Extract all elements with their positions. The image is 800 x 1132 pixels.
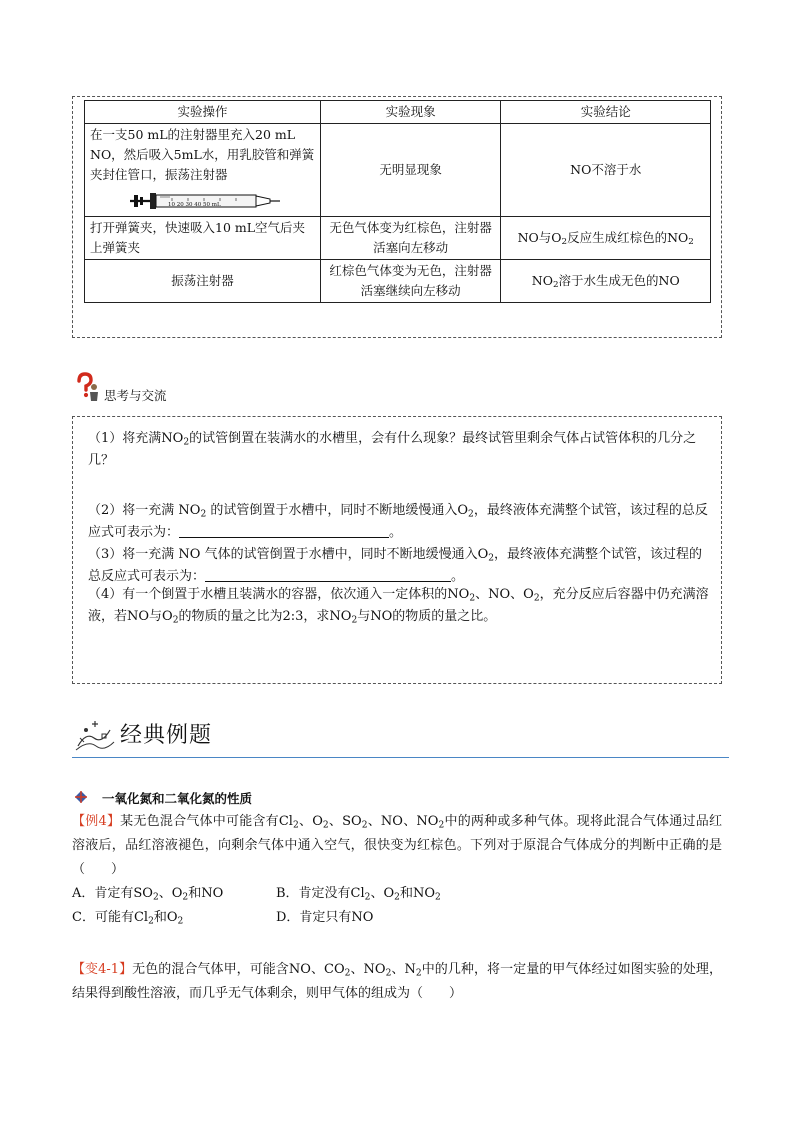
- row3-operation: 振荡注射器: [85, 260, 321, 303]
- example-4-body: 某无色混合气体中可能含有$Cl_2$、$O_2$、$SO_2$、NO、$NO_2$中的两种或多种气体。现将此混合气体通过品红溶液后，品红溶液褪色，向剩余气体中通入空气，很快变为红棕色。下列对于原混合气体成分的判断中正确的是（ ）: [72, 814, 722, 877]
- row2-operation: 打开弹簧夹，快速吸入10 mL空气后夹上弹簧夹: [85, 217, 321, 260]
- question-2: [88, 500, 710, 544]
- variant-4-1-tag: 【变4-1】: [72, 962, 133, 977]
- experiment-table: [84, 100, 711, 303]
- bullet-icon: [74, 790, 88, 804]
- topic-title: 一氧化氮和二氧化氮的性质: [102, 791, 253, 806]
- answer-blank-2[interactable]: [179, 523, 389, 538]
- row3-phenomenon: 红棕色气体变为无色，注射器活塞继续向左移动: [320, 260, 501, 303]
- section-decoration-icon: [72, 718, 116, 754]
- row1-operation: [85, 124, 321, 217]
- row2-conclusion: NO与$O_2$反应生成红棕色的$NO_2$: [501, 217, 711, 260]
- question-2-text: （2）将一充满 $NO_2$ 的试管倒置于水槽中，同时不断地缓慢通入$O_2$，最终液体充满整个试管，该过程的总反应式可表示为：: [88, 503, 708, 540]
- question-person-icon: [76, 372, 100, 402]
- option-c[interactable]: C．可能有$Cl_2$和$O_2$: [72, 910, 184, 927]
- section-divider: [72, 757, 729, 758]
- example-4-tag: 【例4】: [72, 814, 121, 829]
- syringe-scale-label: 10 20 30 40 50 mL: [168, 202, 221, 208]
- header-conclusion: 实验结论: [501, 101, 711, 124]
- row1-operation-text: 在一支50 mL的注射器里充入20 mL NO，然后吸入5mL水，用乳胶管和弹簧夹封住管口，振荡注射器: [90, 127, 315, 182]
- option-a[interactable]: A．肯定有$SO_2$、$O_2$和NO: [72, 886, 224, 903]
- row2-phenomenon: 无色气体变为红棕色，注射器活塞向左移动: [320, 217, 501, 260]
- question-4: （4）有一个倒置于水槽且装满水的容器，依次通入一定体积的$NO_2$、NO、$O_2$，充分反应后容器中仍充满溶液，若NO与$O_2$的物质的量之比为2:3，求$NO_2$与NO的物质的量之比。: [88, 587, 709, 626]
- question-3-text: （3）将一充满 NO 气体的试管倒置于水槽中，同时不断地缓慢通入$O_2$，最终液体充满整个试管，该过程的总反应式可表示为：: [88, 547, 703, 584]
- question-3: [88, 544, 710, 588]
- section-title: 经典例题: [120, 723, 213, 748]
- answer-blank-3[interactable]: [205, 567, 451, 582]
- variant-4-1-body: 无色的混合气体甲，可能含NO、$CO_2$、$NO_2$、$N_2$中的几种，将一定量的甲气体经过如图实验的处理，结果得到酸性溶液，而几乎无气体剩余，则甲气体的组成为（ ）: [72, 962, 722, 1001]
- header-phenomenon: 实验现象: [320, 101, 501, 124]
- table-header-row: [85, 101, 711, 124]
- table-row: [85, 260, 711, 303]
- example-4: [72, 810, 722, 882]
- row3-conclusion: $NO_2$溶于水生成无色的NO: [501, 260, 711, 303]
- variant-4-1: [72, 958, 722, 1006]
- think-label: 思考与交流: [104, 388, 167, 403]
- row1-conclusion: NO不溶于水: [501, 124, 711, 217]
- header-operation: 实验操作: [85, 101, 321, 124]
- option-d[interactable]: D．肯定只有NO: [276, 910, 374, 925]
- row1-phenomenon: 无明显现象: [320, 124, 501, 217]
- question-2-period: 。: [389, 525, 403, 540]
- syringe-image: [126, 189, 282, 213]
- question-1: （1）将充满$NO_2$的试管倒置在装满水的水槽里，会有什么现象？最终试管里剩余气体占试管体积的几分之几？: [88, 431, 697, 468]
- table-row: [85, 217, 711, 260]
- option-b[interactable]: B．肯定没有$Cl_2$、$O_2$和$NO_2$: [276, 886, 441, 903]
- table-row: [85, 124, 711, 217]
- question-3-period: 。: [451, 569, 465, 584]
